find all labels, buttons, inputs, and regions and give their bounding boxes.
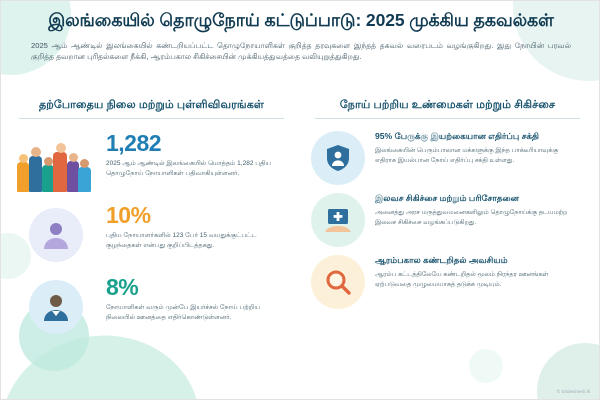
child-avatar-icon — [29, 208, 83, 262]
feature-text: ஆரம்ப கட்டத்திலேயே கண்டறிதல் மூலம் நிரந்தர ஊனங்கள் ஏற்படுவதை முழுமையாகத் தடுக்க முடியும். — [375, 270, 549, 288]
feature-row — [305, 127, 590, 189]
left-column-heading: தற்போதைய நிலை மற்றும் புள்ளிவிவரங்கள் — [39, 99, 264, 111]
page-title: இலங்கையில் தொழுநோய் கட்டுப்பாடு: 2025 முக்கிய தகவல்கள் — [48, 10, 554, 30]
credit-label: © Sridevinesh.lk — [556, 389, 590, 394]
stat-value: 1,282 — [106, 130, 162, 156]
divider — [315, 118, 580, 119]
stat-value: 8% — [106, 274, 139, 300]
stat-text: நோயாளிகள் வரும் முன்பே இயர்ச்சல் நோய் பற்றிய நிலையில் ஊனத்தை எதிர்கொண்டுள்ளனர். — [106, 304, 260, 321]
feature-title: இலவச சிகிச்சை மற்றும் பரிசோதனை — [375, 193, 519, 203]
stat-row — [9, 271, 294, 343]
feature-text: இலங்கையின் பெரும்பாலான மக்களுக்கு இந்த பாக்டீரியாவுக்கு எதிராக இயல்பான நோய் எதிர்ப்பு சக்தி உள்ளது. — [375, 146, 559, 164]
left-column — [9, 99, 294, 391]
header — [1, 1, 600, 97]
feature-title: 95% பேருக்கு இயற்கையான எதிர்ப்பு சக்தி — [375, 131, 540, 141]
stat-text: புதிய நோயாளர்களில் 123 பேர் 15 வயதுக்குட்பட்ட குழந்தைகள் என்பது குறிப்பிடத்தகது. — [106, 232, 257, 249]
patient-avatar-icon — [29, 280, 83, 334]
magnifier-icon — [311, 255, 365, 309]
stat-row — [9, 199, 294, 271]
divider — [19, 118, 284, 119]
right-column — [305, 99, 590, 391]
stat-value: 10% — [106, 202, 151, 228]
feature-row — [305, 189, 590, 251]
right-column-heading: நோய் பற்றிய உண்மைகள் மற்றும் சிகிச்சை — [339, 99, 556, 111]
people-group-icon — [15, 130, 97, 196]
feature-row — [305, 251, 590, 313]
shield-person-icon — [311, 131, 365, 185]
feature-text: அனைத்து அரச மருத்துவமனைகளிலும் தொழுநோய்க்கு தடயமற்ற இலவச சிகிச்சை வழங்கப்படுகிறது. — [375, 208, 568, 226]
stat-row — [9, 127, 294, 199]
feature-title: ஆரம்பகால கண்டறிதல் அவசியம் — [375, 255, 508, 265]
hospital-icon — [311, 193, 365, 247]
page-subtitle: 2025 ஆம் ஆண்டில் இலங்கையில் கண்டறியப்பட்ட தொழுநோயாளிகள் குறித்த தரவுகளை இந்தத் தகவல் வரைபடம் வழங்குகிறது. இது நோயின் பரவல் குறித்த தவறான புரிதல்களை நீக்கி, ஆரம்பகால சிகிச்சையின் முக்கியத்துவத்தை வலியுறுத்துகிறது. — [31, 40, 571, 62]
stat-text: 2025 ஆம் ஆண்டில் இலங்கையில் மொத்தம் 1,282 புதிய தொழுநோய் நோயாளிகள் பதிவாகியுள்ளனர். — [106, 160, 271, 177]
